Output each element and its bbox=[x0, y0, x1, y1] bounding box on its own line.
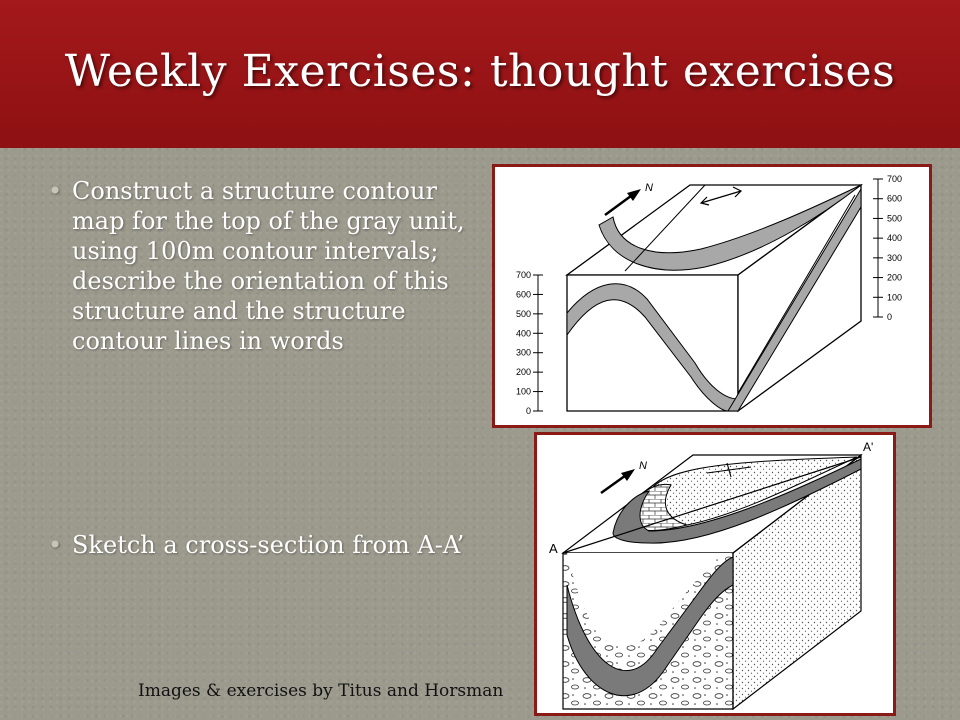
slide-title: Weekly Exercises: thought exercises bbox=[64, 46, 896, 97]
image-credit: Images & exercises by Titus and Horsman bbox=[138, 681, 504, 701]
axis-tick-label: 0 bbox=[525, 406, 531, 416]
axis-tick-label: 600 bbox=[515, 289, 531, 300]
axis-tick-label: 600 bbox=[887, 193, 903, 204]
block-diagram-1-svg bbox=[495, 167, 929, 425]
north-label: N bbox=[639, 460, 647, 472]
bullet-text: Construct a structure contour map for the top of the gray unit, using 100m contour intervals; describe the orientation of this structure and the structure contour lines in words bbox=[72, 177, 465, 355]
axis-tick-label: 400 bbox=[515, 328, 531, 339]
axis-tick-label: 200 bbox=[515, 367, 531, 378]
axis-tick-label: 200 bbox=[887, 272, 903, 283]
label-a-prime: A' bbox=[863, 440, 874, 454]
axis-tick-label: 300 bbox=[887, 252, 903, 263]
axis-tick-label: 500 bbox=[515, 308, 531, 319]
bullet-text: Sketch a cross-section from A-A’ bbox=[72, 531, 465, 559]
axis-tick-label: 400 bbox=[887, 233, 903, 244]
bullet-item bbox=[46, 530, 464, 560]
axis-tick-label: 100 bbox=[887, 292, 903, 303]
bullet-item bbox=[46, 176, 466, 356]
title-bar bbox=[0, 0, 960, 148]
left-depth-axis bbox=[516, 270, 543, 416]
bullet-dot: • bbox=[48, 531, 63, 559]
axis-tick-label: 700 bbox=[887, 174, 903, 184]
label-a: A bbox=[549, 541, 558, 556]
axis-tick-label: 300 bbox=[515, 347, 531, 358]
axis-tick-label: 100 bbox=[515, 386, 531, 397]
north-label: N bbox=[645, 182, 653, 194]
axis-tick-label: 500 bbox=[887, 213, 903, 224]
north-arrow-icon bbox=[601, 460, 647, 493]
axis-tick-label: 700 bbox=[515, 270, 531, 280]
block-diagram-2-svg bbox=[537, 435, 893, 713]
block-diagram-figure-1 bbox=[492, 164, 932, 428]
block-diagram-figure-2 bbox=[534, 432, 896, 716]
bullet-dot: • bbox=[48, 177, 63, 205]
right-depth-axis bbox=[873, 174, 902, 322]
north-arrow-icon bbox=[605, 182, 653, 215]
bullet-list bbox=[46, 176, 466, 559]
axis-tick-label: 0 bbox=[887, 312, 893, 322]
